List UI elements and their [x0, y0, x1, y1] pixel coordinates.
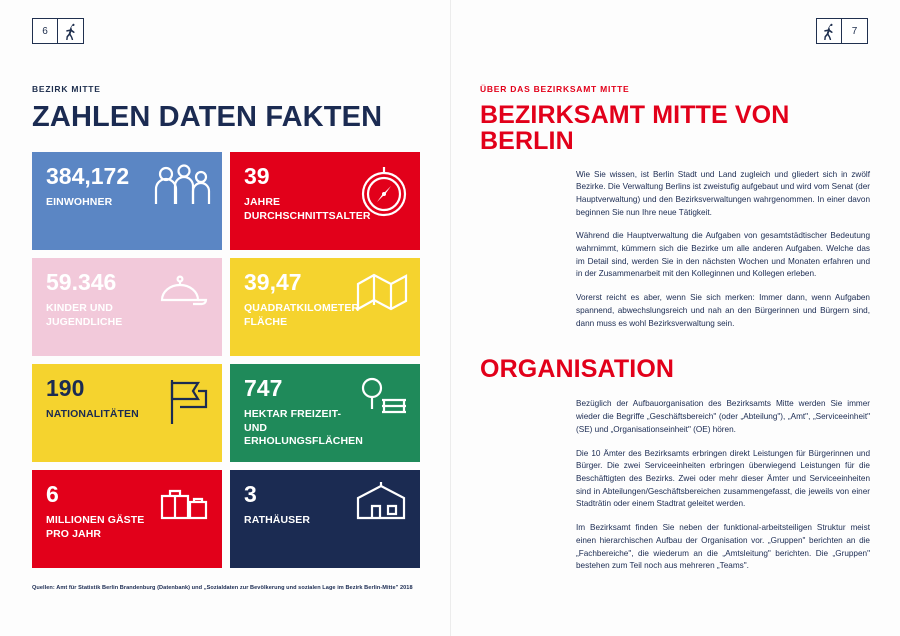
stat-number: 6: [46, 481, 59, 508]
paragraph: Im Bezirksamt finden Sie neben der funktional-arbeitsteiligen Struktur meist einen hierarchischen Aufbau der Organisation vor. „Gruppen" berichten an die „Fachbereiche", die wiederum an die „Amtsleitung" berichten. Die „Gruppen" bestehen zum Teil noch aus mehreren „Teams".: [576, 523, 870, 571]
page-number-right: 7: [842, 18, 868, 44]
people-group-icon: [150, 164, 212, 212]
page-spine-divider: [450, 0, 451, 636]
stat-number: 747: [244, 375, 283, 402]
stat-label: JAHRE DURCHSCHNITTSALTER: [244, 196, 371, 222]
map-icon: [354, 270, 410, 316]
stat-label: RATHÄUSER: [244, 514, 311, 527]
stat-label: NATIONALITÄTEN: [46, 408, 139, 421]
stat-label: MILLIONEN GÄSTE PRO JAHR: [46, 514, 145, 540]
stat-label: HEKTAR FREIZEIT- UND ERHOLUNGSFLÄCHEN: [244, 408, 363, 447]
stats-tile-grid: [32, 152, 424, 568]
folio-right: [816, 18, 868, 44]
left-headline: ZAHLEN DATEN FAKTEN: [32, 101, 383, 133]
stat-label: QUADRATKILOMETER FLÄCHE: [244, 302, 360, 328]
stat-tile: [230, 258, 420, 356]
page-number-left: 6: [32, 18, 58, 44]
stat-tile: [32, 152, 222, 250]
stat-number: 59.346: [46, 269, 117, 296]
paragraph: Wie Sie wissen, ist Berlin Stadt und Land zugleich und gliedert sich in zwölf Bezirke. Die Verwaltung Berlins ist zweistufig aufgebaut und wird vom Senat (der Hauptverwaltung) und den Bezirksverwaltungen wahrgenommen. In einer davon beginnen Sie nun Ihre neue Tätigkeit.: [576, 169, 870, 217]
stat-tile: [230, 364, 420, 462]
berlin-bear-icon: [816, 18, 842, 44]
paragraph: Während die Hauptverwaltung die Aufgaben von gesamtstädtischer Bedeutung wahrnimmt, kümmern sich die Bezirke um alle anderen Aufgaben. Welche das im Detail sind, werden Sie in den nächsten Wochen und Monaten erfahren und in der Zusammenarbeit mit den Kolleginnen und Kollegen erleben.: [576, 231, 870, 279]
town-hall-icon: [352, 482, 410, 526]
right-headline: BEZIRKSAMT MITTE VON BERLIN: [480, 101, 790, 156]
stat-tile: [32, 364, 222, 462]
stat-number: 39,47: [244, 269, 302, 296]
stat-tile: [32, 470, 222, 568]
folio-left: [32, 18, 84, 44]
berlin-bear-icon: [58, 18, 84, 44]
stat-tile: [32, 258, 222, 356]
paragraph: Bezüglich der Aufbauorganisation des Bezirksamts Mitte werden Sie immer wieder die Begriffe „Geschäftsbereich" (oder „Abteilung"), „Amt", „Serviceeinheit" (SE) und „Organisationseinheit" (OE) hören.: [576, 399, 870, 434]
paragraph: Die 10 Ämter des Bezirksamts erbringen direkt Leistungen für Bürgerinnen und Bürger. Die zwei Serviceeinheiten erbringen überwiegend Leistungen für die Beschäftigten des Bezirks. Zwei oder mehr dieser Ämter und Serviceeinheiten sind in Abteilungen/Geschäftsbereichen zusammengefasst, die jeweils von einer Stadträtin oder einem Stadtrat geleitet werden.: [576, 448, 870, 509]
clock-compass-icon: [358, 164, 410, 220]
stat-number: 39: [244, 163, 270, 190]
stat-tile: [230, 152, 420, 250]
left-page-content: [32, 84, 424, 591]
stat-number: 190: [46, 375, 85, 402]
stat-label: EINWOHNER: [46, 196, 113, 209]
stat-number: 3: [244, 481, 257, 508]
paragraph: Vorerst reicht es aber, wenn Sie sich merken: Immer dann, wenn Aufgaben spannend, abwechslungsreich und nah an den Bürgerinnen und Bürgern sind, dann muss es wohl Bezirksverwaltung sein.: [576, 293, 870, 328]
source-note: Quellen: Amt für Statistik Berlin Brandenburg (Datenbank) und „Sozialdaten zur Bevölkerung und sozialen Lage im Bezirk Berlin-Mitte" 2018: [32, 585, 413, 592]
suitcase-icon: [156, 482, 212, 528]
stat-number: 384,172: [46, 163, 130, 190]
flag-icon: [158, 376, 212, 428]
stat-label: KINDER UND JUGENDLICHE: [46, 302, 123, 328]
section-headline-organisation: ORGANISATION: [480, 355, 675, 384]
cap-icon: [154, 270, 212, 316]
left-kicker: BEZIRK MITTE: [32, 84, 101, 94]
park-bench-tree-icon: [352, 376, 410, 422]
right-kicker: ÜBER DAS BEZIRKSAMT MITTE: [480, 84, 630, 94]
right-page-content: [480, 84, 870, 584]
stat-tile: [230, 470, 420, 568]
